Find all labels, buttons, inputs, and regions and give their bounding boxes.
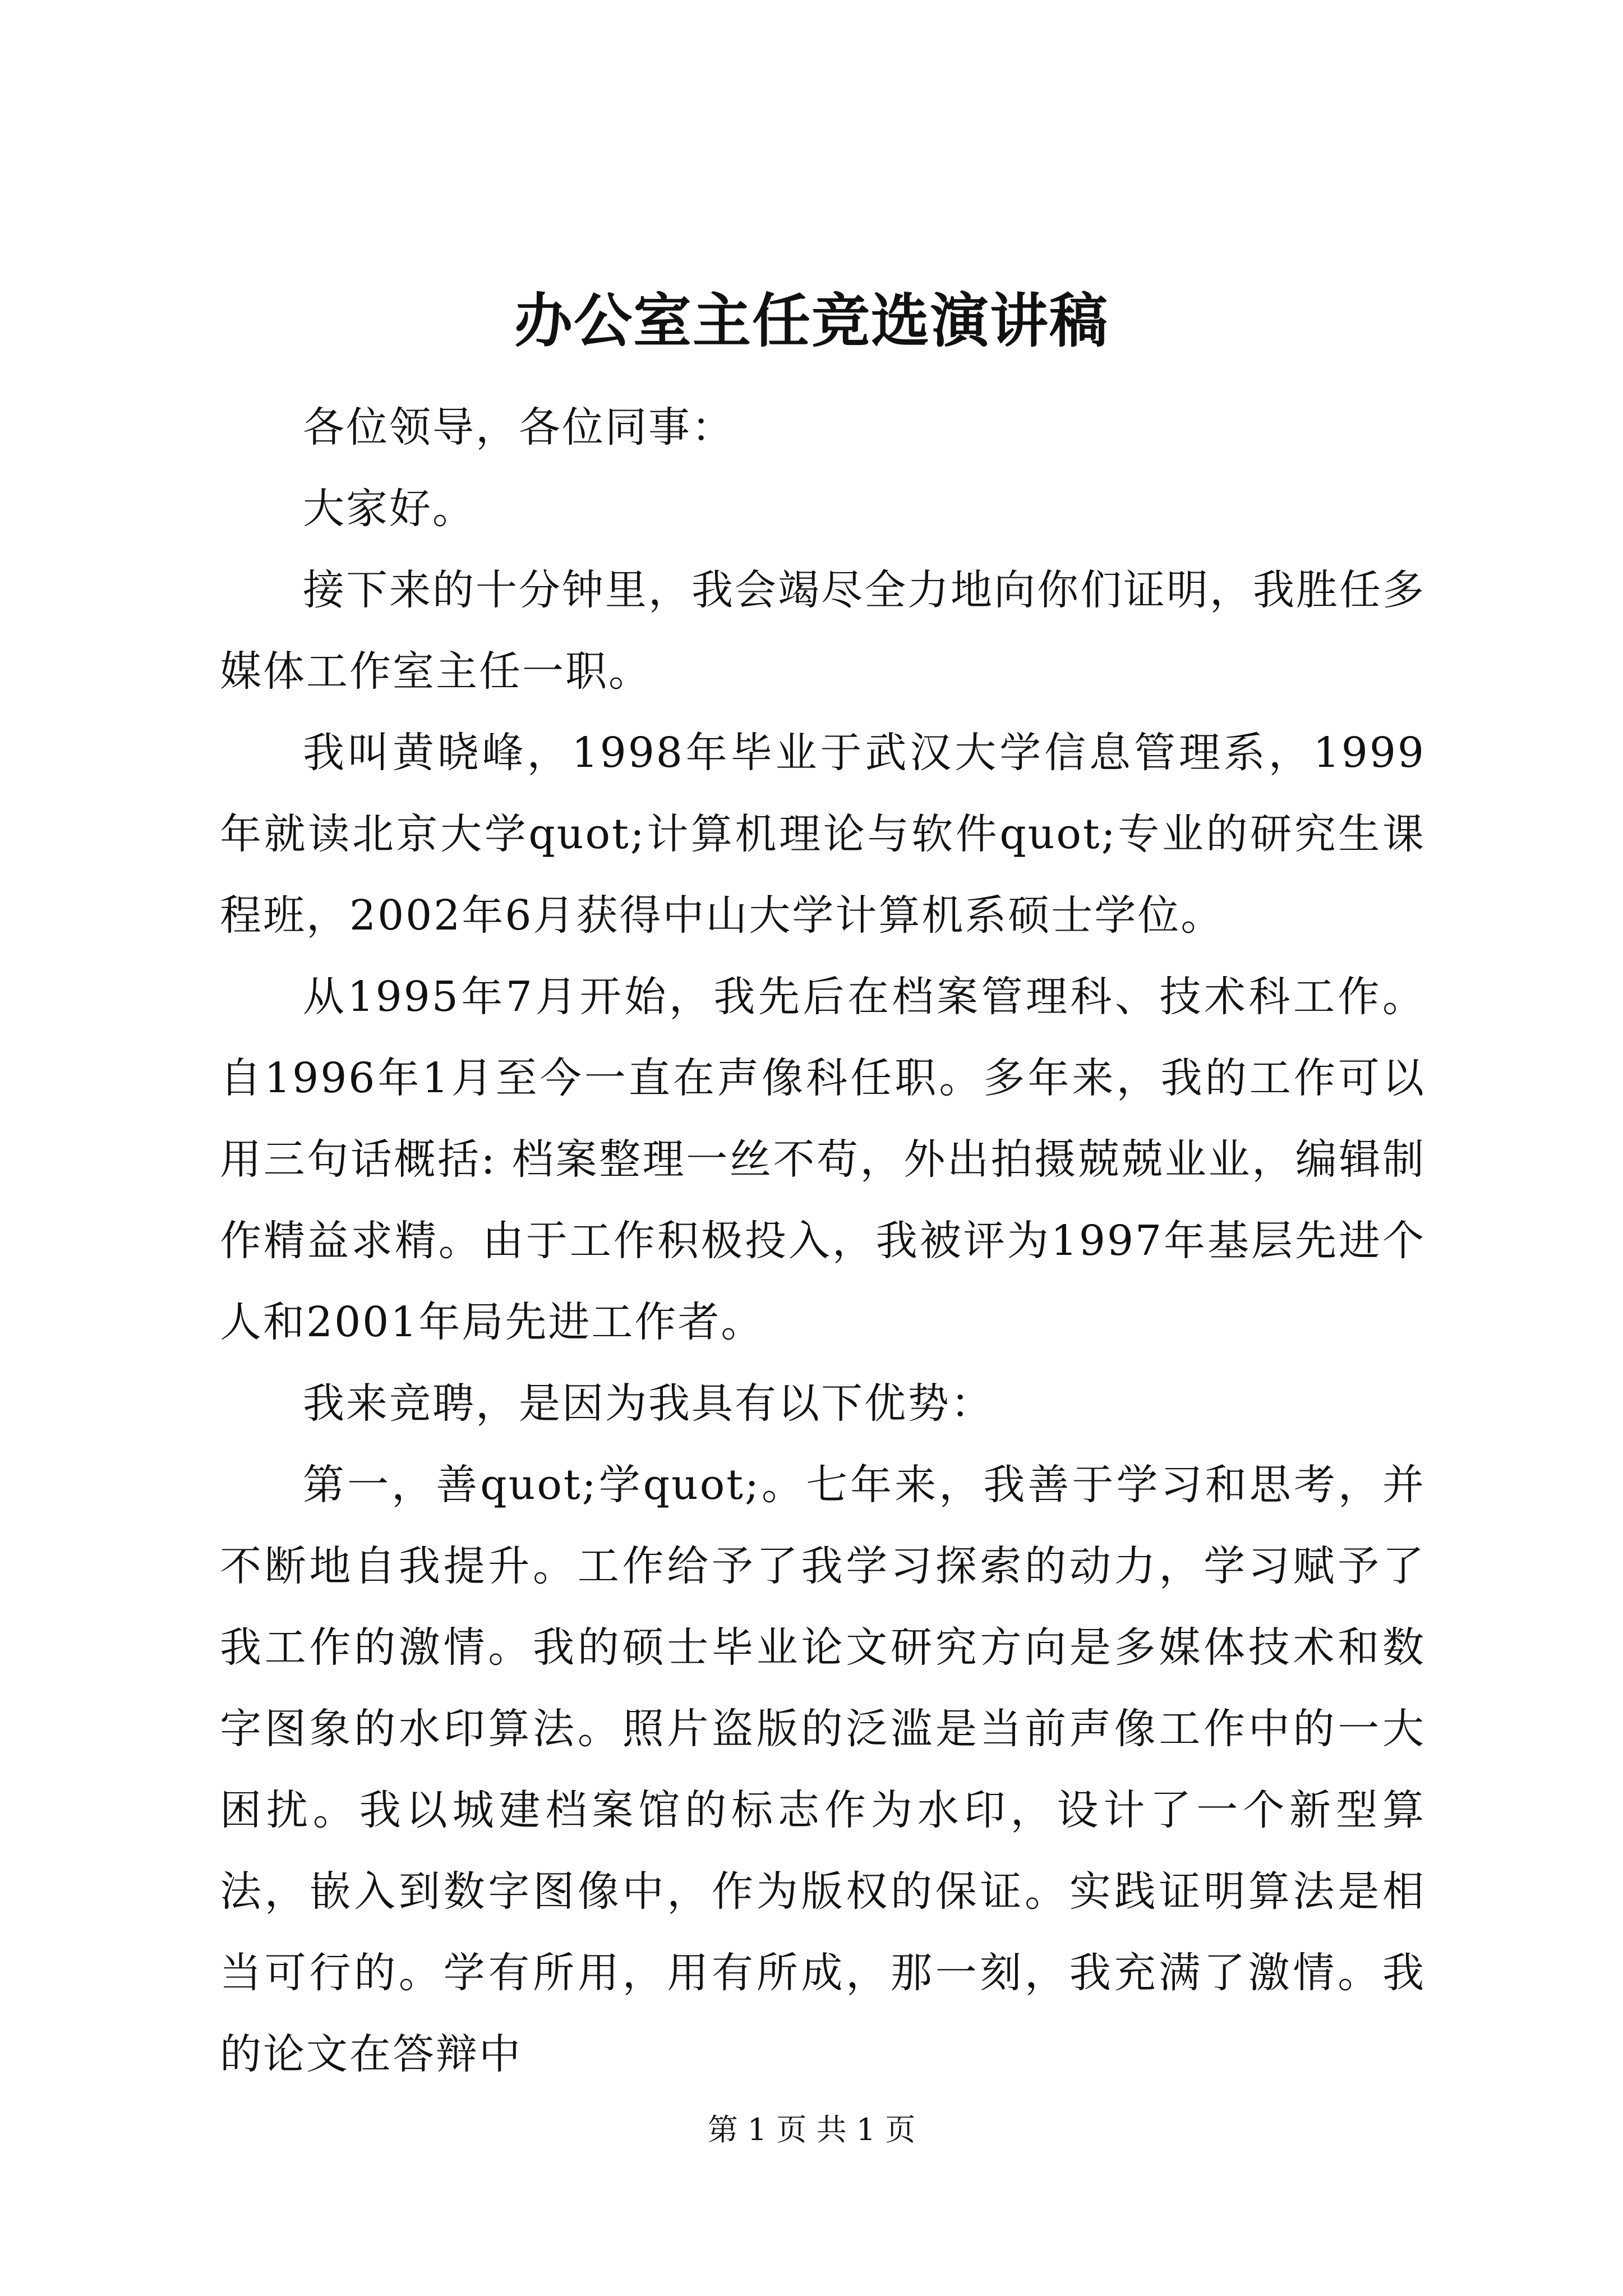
page-footer: 第 1 页 共 1 页	[707, 2112, 916, 2147]
paragraph-first-advantage: 第一，善quot;学quot;。七年来，我善于学习和思考，并不断地自我提升。工作给予了我学习探索的动力，学习赋予了我工作的激情。我的硕士毕业论文研究方向是多媒体技术和数字图象的水印算法。照片盗版的泛滥是当前声像工作中的一大困扰。我以城建档案馆的标志作为水印，设计了一个新型算法，嵌入到数字图像中，作为版权的保证。实践证明算法是相当可行的。学有所用，用有所成，那一刻，我充满了激情。我的论文在答辩中	[220, 1461, 1426, 2078]
paragraph-greeting: 各位领导，各位同事：	[303, 403, 735, 452]
paragraph-advantages: 我来竞聘，是因为我具有以下优势：	[303, 1379, 994, 1428]
paragraph-education: 我叫黄晓峰，1998年毕业于武汉大学信息管理系，1999年就读北京大学quot;计算机理论与软件quot;专业的研究生课程班，2002年6月获得中山大学计算机系硕士学位。	[220, 729, 1426, 940]
document-title: 办公室主任竞选演讲稿	[514, 286, 1109, 355]
paragraph-hello: 大家好。	[303, 485, 476, 533]
paragraph-intro: 接下来的十分钟里，我会竭尽全力地向你们证明，我胜任多媒体工作室主任一职。	[220, 566, 1426, 696]
document-body	[220, 387, 1426, 2095]
paragraph-work-history: 从1995年7月开始，我先后在档案管理科、技术科工作。自1996年1月至今一直在声像科任职。多年来，我的工作可以用三句话概括: 档案整理一丝不苟，外出拍摄兢兢业业，编辑制作精益求精。由于工作积极投入，我被评为1997年基层先进个人和2001年局先进工作者。	[220, 973, 1426, 1346]
